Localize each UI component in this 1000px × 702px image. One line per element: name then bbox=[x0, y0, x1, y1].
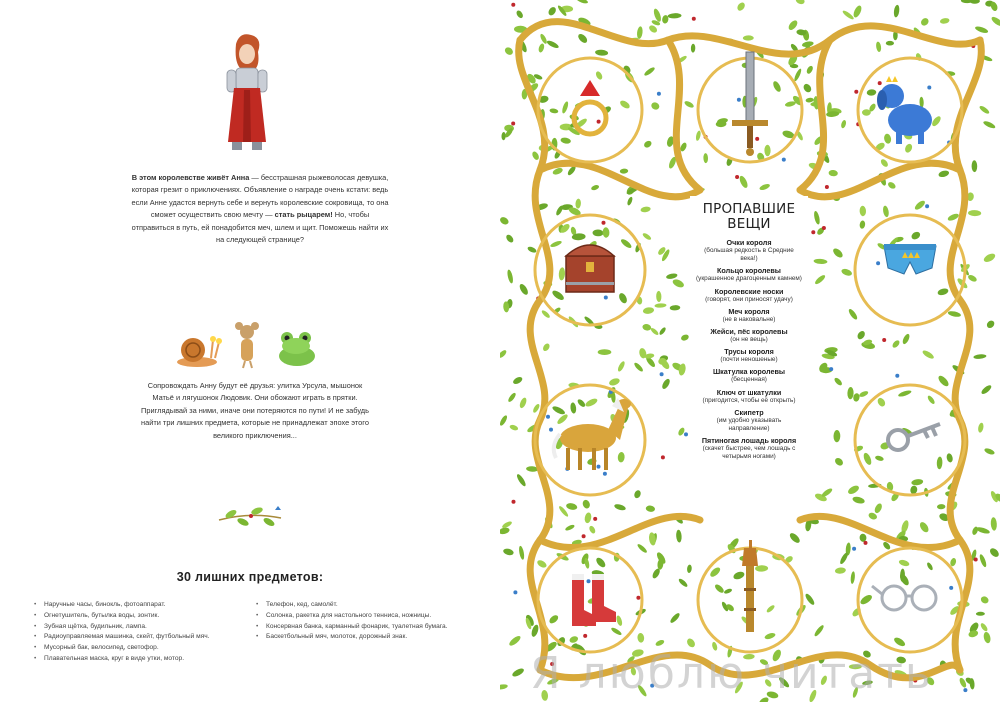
extra-items-title: 30 лишних предметов: bbox=[176, 570, 324, 584]
companions-text: Сопровождать Анну будут её друзья: улитка Урсула, мышонок Матьё и лягушонок Людовик. Они обожают играть в прятки. Приглядывай за ними, иначе они потеряются по пути! И не забудь найти три лишних предмета, которые не принадлежат эпохе этого великого приключения... bbox=[141, 381, 369, 440]
extra-items-list-left bbox=[34, 600, 244, 665]
list-item: • Солонка, ракетка для настольного тенниса, ножницы. bbox=[256, 611, 466, 622]
anna-knight-illustration bbox=[218, 30, 276, 158]
frog-icon bbox=[279, 332, 315, 366]
lost-item-4: Жейси, пёс королевы (он не вещь) bbox=[710, 327, 788, 344]
intro-end: Но, чтобы отправиться в путь, ей понадобится меч, шлем и щит. Поможешь найти их на следующей странице? bbox=[131, 210, 389, 245]
friends-illustration bbox=[175, 318, 325, 370]
lost-item-3: Меч короля (не в наковальне) bbox=[722, 306, 776, 323]
lost-item-7: Ключ от шкатулки (пригодится, чтобы её открыть) bbox=[702, 387, 796, 404]
list-item: • Мусорный бак, велосипед, светофор. bbox=[34, 643, 244, 654]
list-item: • Баскетбольный мяч, молоток, дорожный знак. bbox=[256, 632, 466, 643]
watermark: Я люблю читать bbox=[530, 648, 933, 699]
list-item: • Плавательная маска, круг в виде утки, мотор. bbox=[34, 654, 244, 665]
intro-lead: В этом королевстве живёт Анна bbox=[131, 173, 250, 182]
lost-items-title: ПРОПАВШИЕ ВЕЩИ bbox=[702, 201, 796, 232]
right-page bbox=[500, 0, 1000, 702]
intro-text bbox=[130, 172, 390, 246]
intro-body: — бесстрашная рыжеволосая девушка, которая грезит о приключениях. Объявление о награде очень кстати: ведь если Анне удастся вернуть себе и вернуть королевские сокровища, то она сможет осуществить свою мечту — bbox=[131, 173, 389, 220]
chest-icon bbox=[566, 245, 614, 292]
list-item: • Огнетушитель, бутылка воды, зонтик. bbox=[34, 611, 244, 622]
lost-item-8: Скипетр (им удобно указывать направление) bbox=[716, 407, 782, 433]
lost-item-1: Кольцо королевы (украшенное драгоценным камнем) bbox=[696, 266, 802, 283]
leaf-sprig-decoration bbox=[215, 502, 285, 530]
list-item: • Наручные часы, бинокль, фотоаппарат. bbox=[34, 600, 244, 611]
snail-icon bbox=[177, 336, 222, 367]
list-item: • Телефон, кед, самолёт. bbox=[256, 600, 466, 611]
lost-item-0: Очки короля (большая редкость в Средние века!) bbox=[704, 238, 794, 263]
list-item: • Зубная щётка, будильник, лампа. bbox=[34, 622, 244, 633]
lost-item-5: Трусы короля (почти неношеные) bbox=[720, 347, 778, 364]
list-item: • Консервная банка, карманный фонарик, туалетная бумага. bbox=[256, 622, 466, 633]
extra-items-list-right bbox=[256, 600, 466, 643]
lost-items-panel bbox=[696, 202, 802, 502]
intro-dream: стать рыцарем! bbox=[274, 210, 333, 220]
mouse-icon bbox=[235, 322, 259, 368]
lost-item-2: Королевские носки (говорят, они приносят удачу) bbox=[705, 286, 793, 303]
lost-item-6: Шкатулка королевы (бесценная) bbox=[712, 367, 786, 384]
list-item: • Радиоуправляемая машинка, скейт, футбольный мяч. bbox=[34, 632, 244, 643]
lost-item-9: Пятиногая лошадь короля (скачет быстрее, чем лошадь с четырьмя ногами) bbox=[701, 436, 797, 461]
